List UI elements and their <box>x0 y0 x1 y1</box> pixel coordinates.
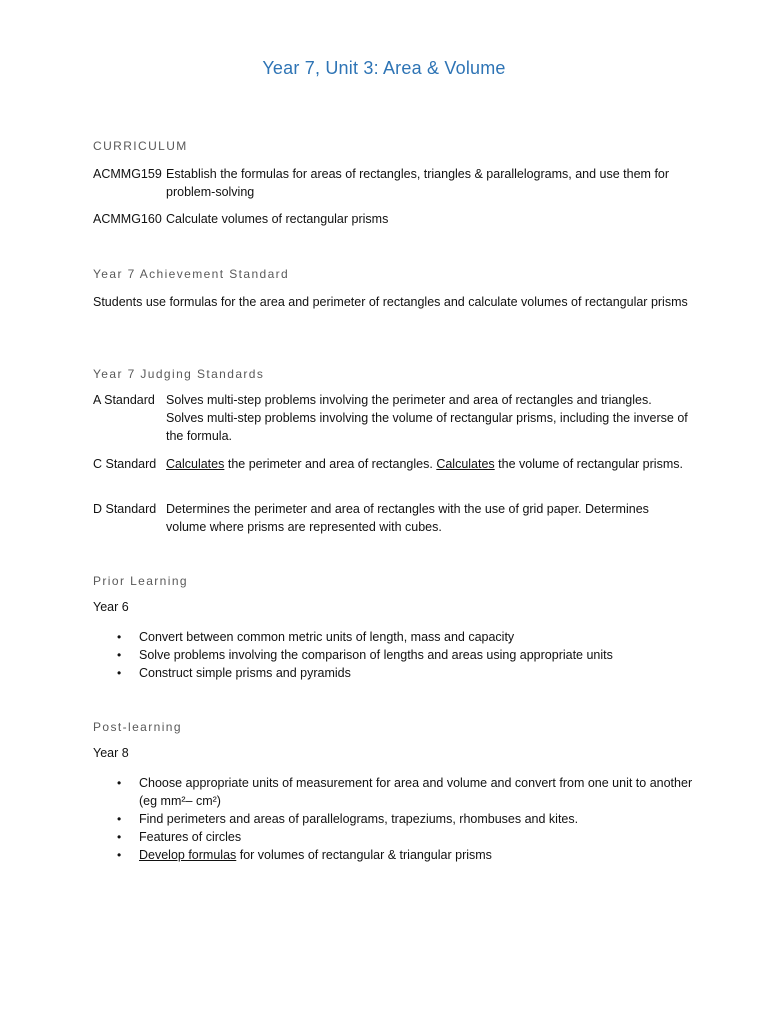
curriculum-heading: CURRICULUM <box>93 139 188 153</box>
curriculum-code-2: ACMMG160 <box>93 212 162 226</box>
bullet-icon: • <box>117 812 122 826</box>
post-learning-list <box>93 774 693 864</box>
a-standard-line-1: Solves multi-step problems involving the perimeter and area of rectangles and triangles. <box>166 393 652 407</box>
d-standard-desc: Determines the perimeter and area of rectangles with the use of grid paper. Determines volume where prisms are represented with cubes. <box>166 502 649 534</box>
judging-heading: Year 7 Judging Standards <box>93 367 265 381</box>
bullet-icon: • <box>117 848 122 862</box>
c-standard-label: C Standard <box>93 457 157 471</box>
c-standard-text-1: the perimeter and area of rectangles. <box>224 457 437 471</box>
prior-learning-list <box>93 628 693 682</box>
d-standard-label: D Standard <box>93 502 157 516</box>
c-standard-underlined-2: Calculates <box>436 457 495 471</box>
post-learning-heading: Post-learning <box>93 720 182 734</box>
curriculum-code-1: ACMMG159 <box>93 167 162 181</box>
page-title: Year 7, Unit 3: Area & Volume <box>262 58 506 78</box>
c-standard-text-2: the volume of rectangular prisms. <box>494 457 683 471</box>
bullet-icon: • <box>117 648 122 662</box>
list-item: • Construct simple prisms and pyramids <box>117 666 351 680</box>
list-item: • Features of circles <box>117 830 242 844</box>
bullet-icon: • <box>117 630 122 644</box>
bullet-icon: • <box>117 776 122 790</box>
c-standard-underlined-1: Calculates <box>166 457 225 471</box>
c-standard-desc <box>166 455 691 473</box>
bullet-icon: • <box>117 666 122 680</box>
achievement-heading: Year 7 Achievement Standard <box>93 267 290 281</box>
a-standard-label: A Standard <box>93 393 155 407</box>
list-item: • Develop formulas for volumes of rectangular & triangular prisms <box>117 848 492 862</box>
a-standard-desc <box>166 391 691 445</box>
list-item: • Solve problems involving the comparison of lengths and areas using appropriate units <box>117 648 613 662</box>
bullet-icon: • <box>117 830 122 844</box>
post-year: Year 8 <box>93 746 129 760</box>
prior-year: Year 6 <box>93 600 129 614</box>
prior-learning-heading: Prior Learning <box>93 574 188 588</box>
develop-formulas-underlined: Develop formulas <box>139 848 237 862</box>
a-standard-line-2: Solves multi-step problems involving the volume of rectangular prisms, including the inverse of the formula. <box>166 411 688 443</box>
list-item: • Convert between common metric units of length, mass and capacity <box>117 630 515 644</box>
curriculum-text-2: Calculate volumes of rectangular prisms <box>166 212 389 226</box>
list-item: • Choose appropriate units of measurement for area and volume and convert from one unit to another (eg mm²– cm²) <box>117 776 693 808</box>
list-item: • Find perimeters and areas of parallelograms, trapeziums, rhombuses and kites. <box>117 812 579 826</box>
achievement-text: Students use formulas for the area and perimeter of rectangles and calculate volumes of rectangular prisms <box>93 295 688 309</box>
curriculum-text-1: Establish the formulas for areas of rectangles, triangles & parallelograms, and use them for problem-solving <box>166 167 670 199</box>
